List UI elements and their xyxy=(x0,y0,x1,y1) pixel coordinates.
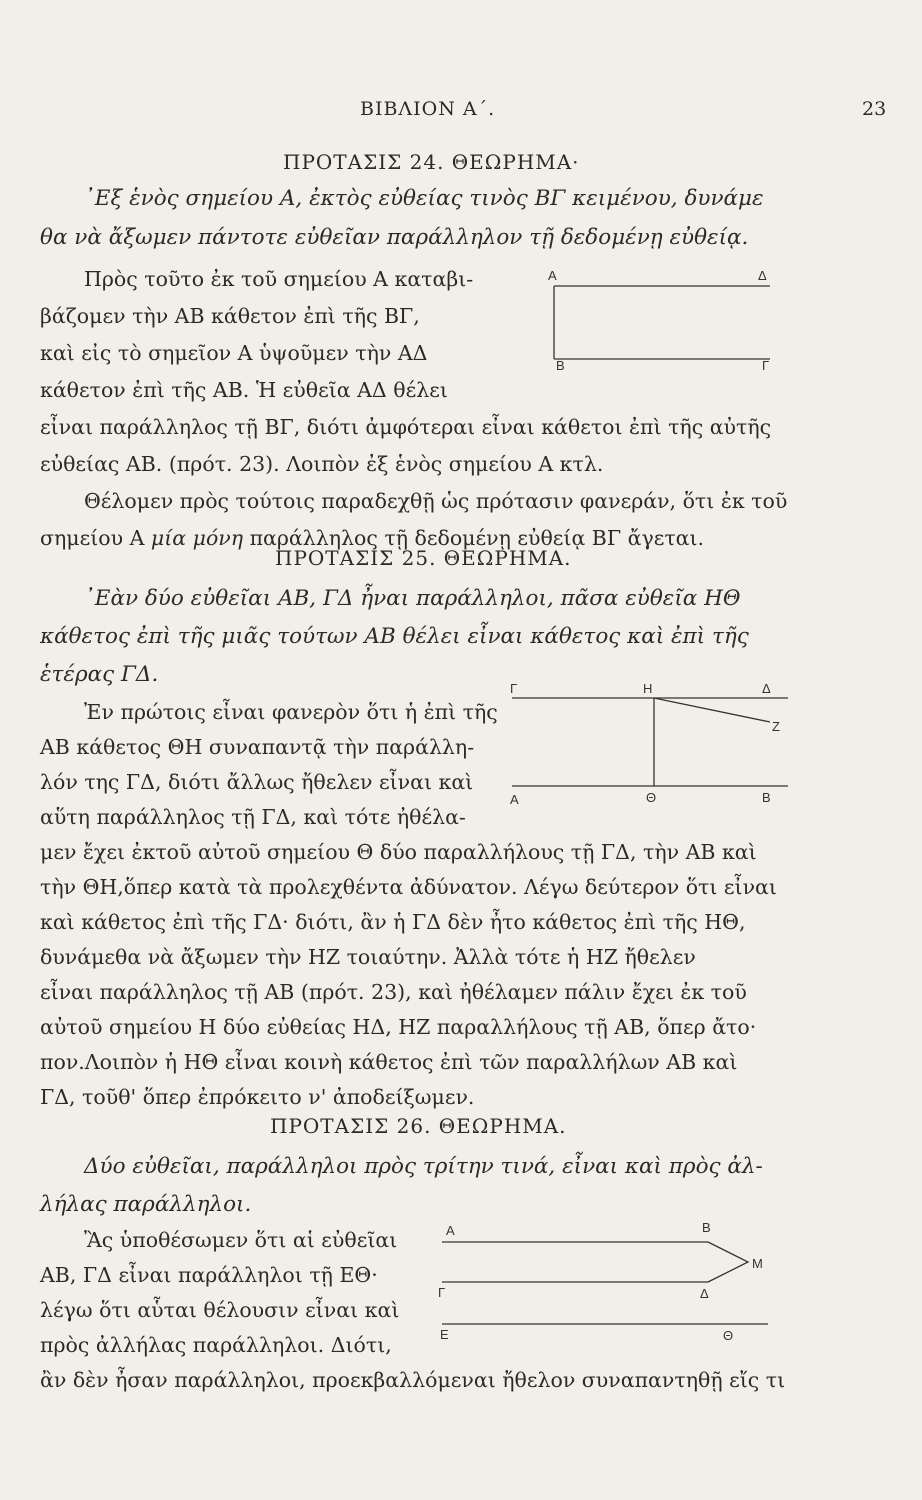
label-g: Γ xyxy=(762,358,770,373)
text-line: ἂν δὲν ἦσαν παράλληλοι, προεκβαλλόμεναι ἤθελον συναπαντηθῇ εἴς τι xyxy=(40,1368,786,1392)
line-hz xyxy=(654,698,770,722)
text-line: αὕτη παράλληλος τῇ ΓΔ, καὶ τότε ἠθέλα- xyxy=(40,805,466,829)
text-line: μεν ἔχει ἐκτοῦ αὐτοῦ σημείου Θ δύο παραλλήλους τῇ ΓΔ, τὴν ΑΒ καὶ xyxy=(40,840,757,864)
label-e: Ε xyxy=(440,1327,449,1342)
text-line: λέγω ὅτι αὗται θέλουσιν εἶναι καὶ xyxy=(40,1298,400,1322)
label-a: Α xyxy=(548,268,557,283)
text-segment: παράλληλος τῇ δεδομένῃ εὐθείᾳ ΒΓ ἄγεται. xyxy=(243,526,705,550)
text-line: εἶναι παράλληλος τῇ ΑΒ (πρότ. 23), καὶ ἠθέλαμεν πάλιν ἔχει ἐκ τοῦ xyxy=(40,980,747,1004)
page-number: 23 xyxy=(862,98,887,120)
text-line: βάζομεν τὴν ΑΒ κάθετον ἐπὶ τῆς ΒΓ, xyxy=(40,304,420,328)
text-line: Πρὸς τοῦτο ἐκ τοῦ σημείου Α καταβι- xyxy=(84,267,474,291)
theorem-statement-line: θα νὰ ἄξωμεν πάντοτε εὐθεῖαν παράλληλον τῇ δεδομένῃ εὐθείᾳ. xyxy=(40,225,749,250)
label-b: Β xyxy=(762,790,771,805)
label-th: Θ xyxy=(723,1328,734,1343)
label-z: Ζ xyxy=(772,719,780,734)
label-a: Α xyxy=(510,792,519,807)
label-b: Β xyxy=(556,358,565,373)
text-line: λόν της ΓΔ, διότι ἄλλως ἤθελεν εἶναι καὶ xyxy=(40,770,474,794)
proposition-24-heading: ΠΡΟΤΑΣΙΣ 24. ΘΕΩΡΗΜΑ· xyxy=(283,150,580,174)
label-m: Μ xyxy=(752,1256,763,1271)
text-segment: σημείου Α xyxy=(40,526,151,550)
theorem-statement-line: ᾿Εὰν δύο εὐθεῖαι ΑΒ, ΓΔ ἦναι παράλληλοι, πᾶσα εὐθεῖα ΗΘ xyxy=(84,586,741,611)
theorem-statement-line: κάθετος ἐπὶ τῆς μιᾶς τούτων ΑΒ θέλει εἶναι κάθετος καὶ ἐπὶ τῆς xyxy=(40,624,749,649)
label-b: Β xyxy=(702,1220,711,1235)
text-line: αὐτοῦ σημείου Η δύο εὐθείας ΗΔ, ΗΖ παραλλήλους τῇ ΑΒ, ὅπερ ἄτο· xyxy=(40,1015,757,1039)
proposition-26-heading: ΠΡΟΤΑΣΙΣ 26. ΘΕΩΡΗΜΑ. xyxy=(270,1114,567,1138)
line-bmd xyxy=(708,1242,748,1282)
label-h: Η xyxy=(643,681,653,696)
running-head xyxy=(0,98,922,128)
text-line: πον.Λοιπὸν ἡ ΗΘ εἶναι κοινὴ κάθετος ἐπὶ τῶν παραλλήλων ΑΒ καὶ xyxy=(40,1050,738,1074)
label-a: Α xyxy=(446,1223,455,1238)
label-d: Δ xyxy=(758,268,767,283)
emphasized-text: μία μόνη xyxy=(150,526,244,550)
label-th: Θ xyxy=(646,790,657,805)
theorem-statement-line: ἑτέρας ΓΔ. xyxy=(40,662,159,687)
text-line: κάθετον ἐπὶ τῆς ΑΒ. Ἡ εὐθεῖα ΑΔ θέλει xyxy=(40,378,448,402)
figure-prop-25 xyxy=(498,676,798,816)
text-line: εἶναι παράλληλος τῇ ΒΓ, διότι ἀμφότεραι εἶναι κάθετοι ἐπὶ τῆς αὐτῆς xyxy=(40,415,772,439)
label-d: Δ xyxy=(762,681,771,696)
text-line: Ἂς ὑποθέσωμεν ὅτι αἱ εὐθεῖαι xyxy=(84,1228,398,1252)
text-line: καὶ κάθετος ἐπὶ τῆς ΓΔ· διότι, ἂν ἡ ΓΔ δὲν ἦτο κάθετος ἐπὶ τῆς ΗΘ, xyxy=(40,910,746,934)
text-line: καὶ εἰς τὸ σημεῖον Α ὑψοῦμεν τὴν ΑΔ xyxy=(40,341,428,365)
book-title: ΒΙΒΛΙΟΝ Α΄. xyxy=(360,98,496,120)
theorem-statement-line: ᾿Εξ ἑνὸς σημείου Α, ἐκτὸς εὐθείας τινὸς ΒΓ κειμένου, δυνάμε xyxy=(84,186,764,211)
label-g: Γ xyxy=(510,681,518,696)
proposition-25-heading: ΠΡΟΤΑΣΙΣ 25. ΘΕΩΡΗΜΑ. xyxy=(275,546,572,570)
text-line: τὴν ΘΗ,ὅπερ κατὰ τὰ προλεχθέντα ἀδύνατον. Λέγω δεύτερον ὅτι εἶναι xyxy=(40,875,777,899)
theorem-statement-line: Δύο εὐθεῖαι, παράλληλοι πρὸς τρίτην τινά, εἶναι καὶ πρὸς ἀλ- xyxy=(84,1154,763,1179)
text-line: ΓΔ, τοῦθ' ὅπερ ἐπρόκειτο ν' ἀποδείξωμεν. xyxy=(40,1085,475,1109)
label-g: Γ xyxy=(438,1285,446,1300)
figure-prop-24 xyxy=(540,266,790,376)
figure-prop-26 xyxy=(436,1218,781,1348)
text-line: Ἐν πρώτοις εἶναι φανερὸν ὅτι ἡ ἐπὶ τῆς xyxy=(84,700,498,724)
text-line: ΑΒ, ΓΔ εἶναι παράλληλοι τῇ ΕΘ· xyxy=(40,1263,378,1287)
text-line: πρὸς ἀλλήλας παράλληλοι. Διότι, xyxy=(40,1333,392,1357)
text-line: Θέλομεν πρὸς τούτοις παραδεχθῇ ὡς πρότασιν φανεράν, ὅτι ἐκ τοῦ xyxy=(84,489,788,513)
label-d: Δ xyxy=(700,1286,709,1301)
theorem-statement-line: λήλας παράλληλοι. xyxy=(40,1192,252,1217)
text-line: δυνάμεθα νὰ ἄξωμεν τὴν ΗΖ τοιαύτην. Ἀλλὰ τότε ἡ ΗΖ ἤθελεν xyxy=(40,945,696,969)
text-line: εὐθείας ΑΒ. (πρότ. 23). Λοιπὸν ἐξ ἑνὸς σημείου Α κτλ. xyxy=(40,452,604,476)
text-line: ΑΒ κάθετος ΘΗ συναπαντᾷ τὴν παράλλη- xyxy=(40,735,475,759)
